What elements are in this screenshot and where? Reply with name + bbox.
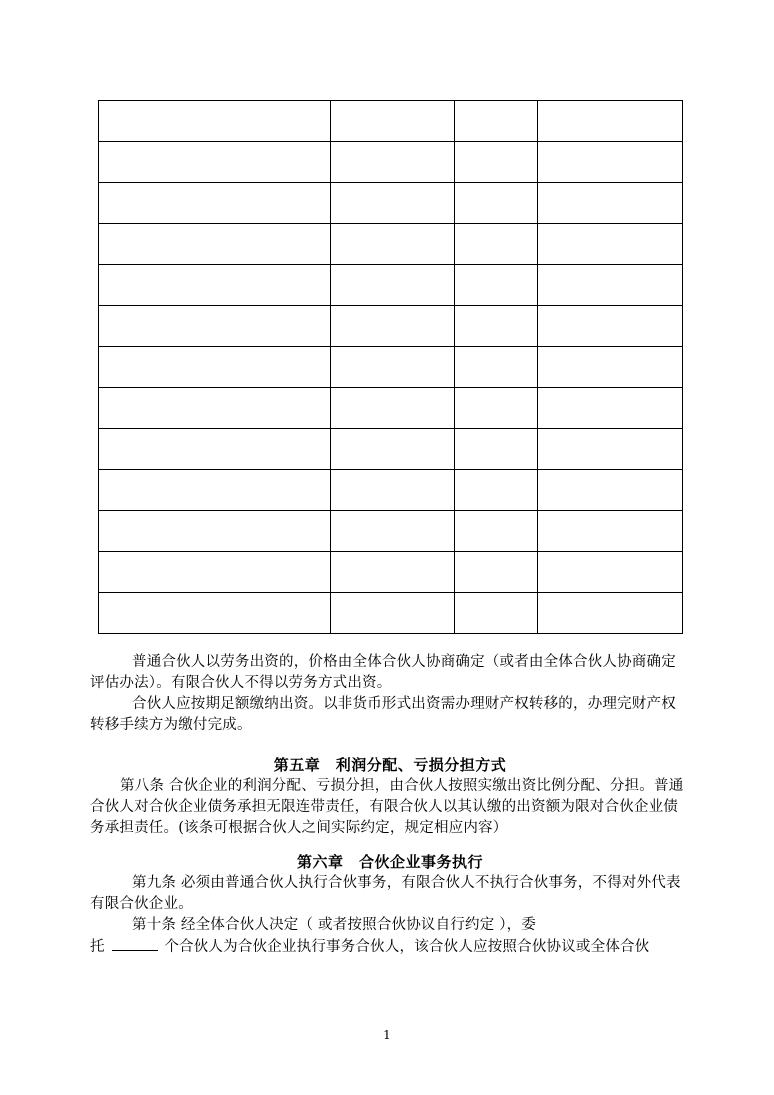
- table-row: [99, 470, 683, 511]
- article-ten-rest: 个合伙人为合伙企业执行事务合伙人，该合伙人应按照合伙协议或全体合伙: [164, 939, 650, 955]
- table-cell: [331, 265, 455, 306]
- table-row: [99, 183, 683, 224]
- table-cell: [99, 429, 331, 470]
- table-cell: [538, 511, 683, 552]
- table-cell: [331, 470, 455, 511]
- table-row: [99, 306, 683, 347]
- article-nine: 第九条 必须由普通合伙人执行合伙事务，有限合伙人不执行合伙事务，不得对外代表有限合伙企业。: [90, 875, 681, 912]
- table-row: [99, 511, 683, 552]
- table-cell: [331, 511, 455, 552]
- table-cell: [538, 593, 683, 634]
- table-row: [99, 101, 683, 142]
- table-cell: [331, 552, 455, 593]
- chapter-five-title: 第五章 利润分配、亏损分担方式: [273, 756, 507, 774]
- article-eight: 第八条 合伙企业的利润分配、亏损分担，由合伙人按照实缴出资比例分配、分担。普通合伙人对合伙企业债务承担无限连带责任，有限合伙人以其认缴的出资额为限对合伙企业债务承担责任。(该条可根据合伙人之间实际约定，规定相应内容）: [90, 778, 684, 836]
- table-cell: [538, 347, 683, 388]
- table-row: [99, 388, 683, 429]
- article-ten-line-one: 第十条 经全体合伙人决定（ 或者按照合伙协议自行约定 ），委: [132, 917, 537, 933]
- table-cell: [99, 142, 331, 183]
- table-cell: [99, 552, 331, 593]
- table-row: [99, 142, 683, 183]
- table-cell: [538, 224, 683, 265]
- chapter-five: [90, 754, 690, 839]
- table-cell: [331, 593, 455, 634]
- table-row: [99, 265, 683, 306]
- table-cell: [455, 593, 538, 634]
- table-cell: [538, 429, 683, 470]
- payment-paragraph: 合伙人应按期足额缴纳出资。以非货币形式出资需办理财产权转移的，办理完财产权转移手续方为缴付完成。: [90, 696, 676, 733]
- table-cell: [538, 552, 683, 593]
- table-cell: [455, 224, 538, 265]
- table-cell: [99, 347, 331, 388]
- table-cell: [99, 224, 331, 265]
- table-cell: [331, 142, 455, 183]
- table-cell: [99, 306, 331, 347]
- table-row: [99, 593, 683, 634]
- table-cell: [455, 183, 538, 224]
- table-cell: [99, 511, 331, 552]
- chapter-six: [90, 851, 690, 958]
- contribution-table-body: [99, 101, 683, 634]
- table-cell: [99, 265, 331, 306]
- table-cell: [455, 101, 538, 142]
- table-cell: [455, 265, 538, 306]
- table-cell: [455, 142, 538, 183]
- table-cell: [99, 470, 331, 511]
- article-ten-line-two: [90, 936, 690, 958]
- table-cell: [538, 470, 683, 511]
- table-cell: [538, 388, 683, 429]
- table-cell: [331, 306, 455, 347]
- table-cell: [331, 183, 455, 224]
- table-cell: [538, 101, 683, 142]
- table-cell: [455, 347, 538, 388]
- table-cell: [455, 552, 538, 593]
- table-cell: [538, 306, 683, 347]
- table-cell: [331, 224, 455, 265]
- table-row: [99, 347, 683, 388]
- contribution-table: [98, 100, 683, 634]
- table-cell: [538, 183, 683, 224]
- fill-in-blank[interactable]: [112, 936, 158, 951]
- table-cell: [538, 142, 683, 183]
- chapter-six-title: 第六章 合伙企业事务执行: [296, 853, 483, 871]
- table-cell: [99, 101, 331, 142]
- table-cell: [455, 306, 538, 347]
- table-cell: [455, 511, 538, 552]
- table-cell: [538, 265, 683, 306]
- table-cell: [455, 429, 538, 470]
- article-ten-entrust: 托: [90, 939, 105, 955]
- table-cell: [331, 101, 455, 142]
- table-cell: [331, 388, 455, 429]
- table-cell: [99, 388, 331, 429]
- contribution-paragraphs: [90, 652, 690, 736]
- table-cell: [99, 183, 331, 224]
- table-cell: [455, 470, 538, 511]
- labor-contribution-paragraph: 普通合伙人以劳务出资的，价格由全体合伙人协商确定（或者由全体合伙人协商确定评估办法）。有限合伙人不得以劳务方式出资。: [90, 654, 676, 691]
- table-row: [99, 429, 683, 470]
- table-cell: [455, 388, 538, 429]
- page-number: 1: [383, 1028, 391, 1042]
- table-row: [99, 224, 683, 265]
- table-cell: [99, 593, 331, 634]
- table-cell: [331, 347, 455, 388]
- table-cell: [331, 429, 455, 470]
- table-row: [99, 552, 683, 593]
